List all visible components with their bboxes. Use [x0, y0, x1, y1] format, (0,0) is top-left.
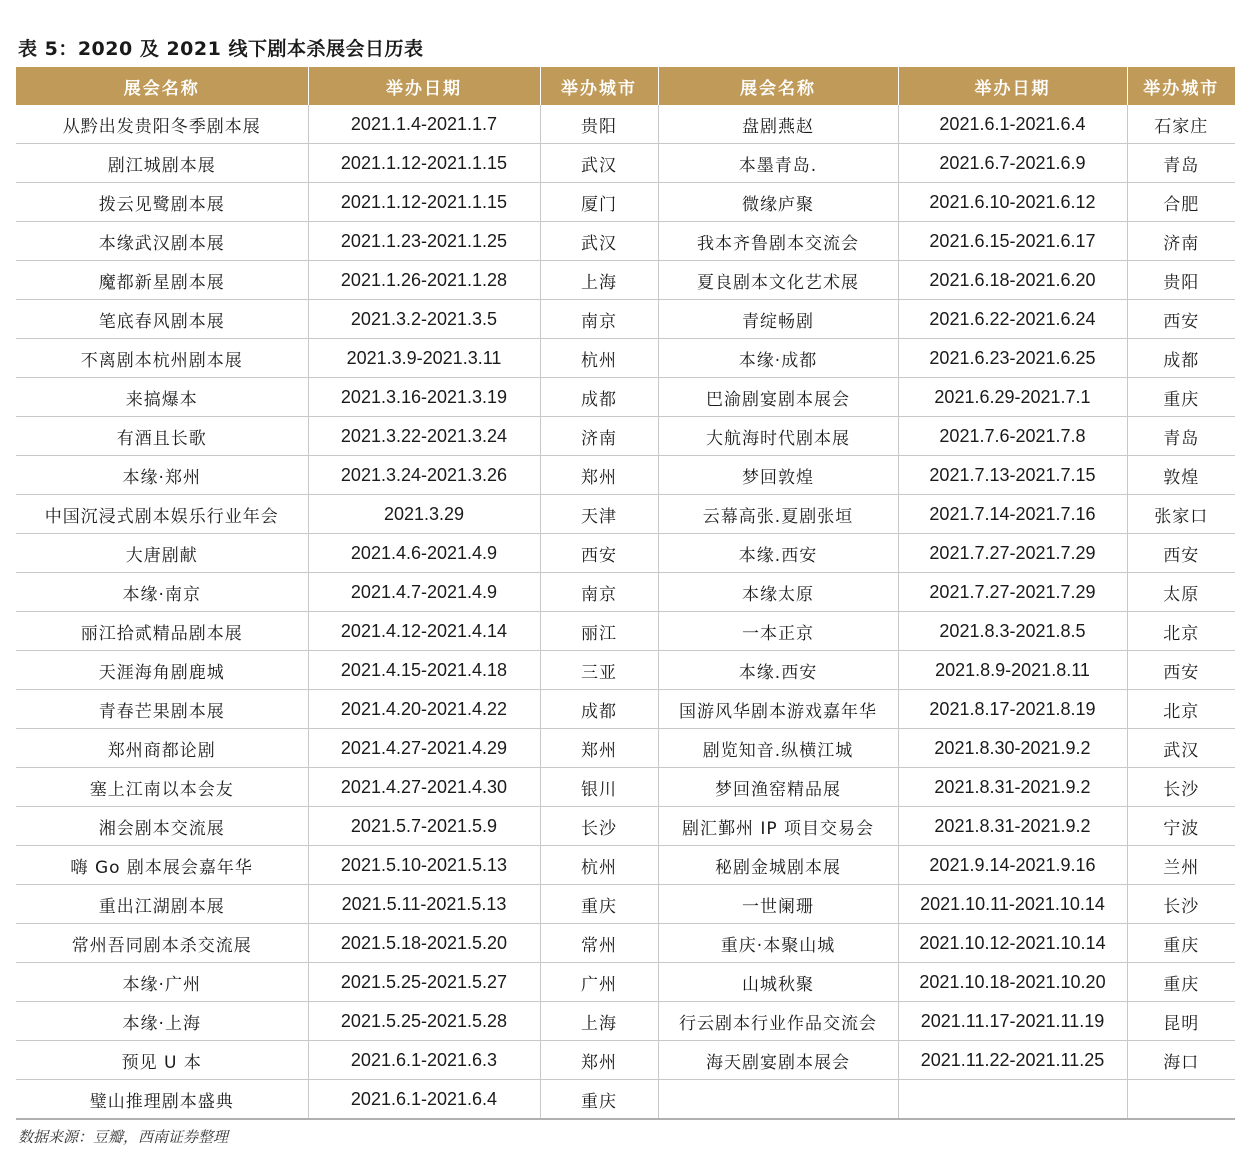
- cell-date: 2021.7.13-2021.7.15: [898, 456, 1127, 495]
- cell-date: 2021.4.27-2021.4.30: [308, 768, 540, 807]
- table-body: [16, 105, 1235, 1119]
- table-row: [16, 690, 1235, 729]
- header-city: 举办城市: [1127, 67, 1235, 105]
- table-row: [16, 1002, 1235, 1041]
- cell-city: 郑州: [540, 1041, 658, 1080]
- cell-date: 2021.6.29-2021.7.1: [898, 378, 1127, 417]
- cell-date: 2021.6.1-2021.6.4: [308, 1080, 540, 1120]
- exhibition-calendar-table: [16, 67, 1235, 1120]
- cell-date: 2021.4.27-2021.4.29: [308, 729, 540, 768]
- cell-exhibition-name: 大航海时代剧本展: [658, 417, 898, 456]
- cell-date: 2021.6.22-2021.6.24: [898, 300, 1127, 339]
- cell-date: 2021.5.7-2021.5.9: [308, 807, 540, 846]
- cell-date: 2021.6.15-2021.6.17: [898, 222, 1127, 261]
- cell-date: 2021.1.26-2021.1.28: [308, 261, 540, 300]
- table-row: [16, 963, 1235, 1002]
- cell-date: 2021.3.22-2021.3.24: [308, 417, 540, 456]
- table-row: [16, 339, 1235, 378]
- cell-city: 长沙: [1127, 768, 1235, 807]
- table-header-row: [16, 67, 1235, 105]
- table-row: [16, 1080, 1235, 1120]
- cell-exhibition-name: 不离剧本杭州剧本展: [16, 339, 308, 378]
- cell-exhibition-name: 云幕高张.夏剧张垣: [658, 495, 898, 534]
- cell-date: 2021.1.12-2021.1.15: [308, 144, 540, 183]
- cell-city: 重庆: [1127, 378, 1235, 417]
- cell-exhibition-name: 本缘·成都: [658, 339, 898, 378]
- cell-date: 2021.8.31-2021.9.2: [898, 807, 1127, 846]
- table-row: [16, 378, 1235, 417]
- cell-exhibition-name: 梦回敦煌: [658, 456, 898, 495]
- cell-date: 2021.6.10-2021.6.12: [898, 183, 1127, 222]
- table-row: [16, 612, 1235, 651]
- cell-exhibition-name: 郑州商都论剧: [16, 729, 308, 768]
- cell-exhibition-name: 本缘太原: [658, 573, 898, 612]
- table-row: [16, 651, 1235, 690]
- table-row: [16, 417, 1235, 456]
- cell-city: 兰州: [1127, 846, 1235, 885]
- cell-city: [1127, 1080, 1235, 1120]
- cell-exhibition-name: 塞上江南以本会友: [16, 768, 308, 807]
- cell-exhibition-name: 常州吾同剧本杀交流展: [16, 924, 308, 963]
- cell-exhibition-name: 笔底春风剧本展: [16, 300, 308, 339]
- cell-date: 2021.9.14-2021.9.16: [898, 846, 1127, 885]
- cell-date: 2021.4.20-2021.4.22: [308, 690, 540, 729]
- cell-exhibition-name: 巴渝剧宴剧本展会: [658, 378, 898, 417]
- cell-date: 2021.3.9-2021.3.11: [308, 339, 540, 378]
- cell-date: 2021.3.2-2021.3.5: [308, 300, 540, 339]
- cell-exhibition-name: 天涯海角剧鹿城: [16, 651, 308, 690]
- cell-city: 张家口: [1127, 495, 1235, 534]
- header-date: 举办日期: [308, 67, 540, 105]
- cell-date: 2021.6.23-2021.6.25: [898, 339, 1127, 378]
- table-row: [16, 300, 1235, 339]
- table-row: [16, 261, 1235, 300]
- cell-exhibition-name: 剧汇鄞州 IP 项目交易会: [658, 807, 898, 846]
- cell-date: 2021.8.3-2021.8.5: [898, 612, 1127, 651]
- cell-city: 杭州: [540, 339, 658, 378]
- cell-city: 上海: [540, 1002, 658, 1041]
- cell-exhibition-name: 我本齐鲁剧本交流会: [658, 222, 898, 261]
- cell-city: 北京: [1127, 612, 1235, 651]
- cell-exhibition-name: 从黔出发贵阳冬季剧本展: [16, 105, 308, 144]
- cell-date: 2021.11.17-2021.11.19: [898, 1002, 1127, 1041]
- cell-exhibition-name: 山城秋聚: [658, 963, 898, 1002]
- cell-exhibition-name: 秘剧金城剧本展: [658, 846, 898, 885]
- cell-exhibition-name: 剧览知音.纵横江城: [658, 729, 898, 768]
- cell-date: [898, 1080, 1127, 1120]
- cell-exhibition-name: 行云剧本行业作品交流会: [658, 1002, 898, 1041]
- cell-exhibition-name: 本缘.西安: [658, 534, 898, 573]
- cell-exhibition-name: 预见 U 本: [16, 1041, 308, 1080]
- cell-city: 海口: [1127, 1041, 1235, 1080]
- cell-city: 上海: [540, 261, 658, 300]
- cell-city: 宁波: [1127, 807, 1235, 846]
- cell-date: 2021.6.18-2021.6.20: [898, 261, 1127, 300]
- cell-date: 2021.3.29: [308, 495, 540, 534]
- table-row: [16, 768, 1235, 807]
- table-title: 表 5：2020 及 2021 线下剧本杀展会日历表: [18, 38, 424, 60]
- table-row: [16, 534, 1235, 573]
- cell-date: 2021.4.15-2021.4.18: [308, 651, 540, 690]
- cell-exhibition-name: 盘剧燕赵: [658, 105, 898, 144]
- cell-city: 郑州: [540, 729, 658, 768]
- cell-city: 石家庄: [1127, 105, 1235, 144]
- table-row: [16, 1041, 1235, 1080]
- cell-city: 西安: [1127, 300, 1235, 339]
- cell-city: 北京: [1127, 690, 1235, 729]
- cell-date: 2021.3.16-2021.3.19: [308, 378, 540, 417]
- header-date: 举办日期: [898, 67, 1127, 105]
- cell-date: 2021.3.24-2021.3.26: [308, 456, 540, 495]
- cell-city: 西安: [1127, 534, 1235, 573]
- cell-date: 2021.10.11-2021.10.14: [898, 885, 1127, 924]
- cell-date: 2021.5.18-2021.5.20: [308, 924, 540, 963]
- cell-exhibition-name: 中国沉浸式剧本娱乐行业年会: [16, 495, 308, 534]
- cell-exhibition-name: 一世阑珊: [658, 885, 898, 924]
- cell-city: 三亚: [540, 651, 658, 690]
- cell-date: 2021.4.6-2021.4.9: [308, 534, 540, 573]
- table-row: [16, 924, 1235, 963]
- header-exhibition-name: 展会名称: [16, 67, 308, 105]
- cell-exhibition-name: 海天剧宴剧本展会: [658, 1041, 898, 1080]
- cell-exhibition-name: 青春芒果剧本展: [16, 690, 308, 729]
- cell-date: 2021.5.25-2021.5.28: [308, 1002, 540, 1041]
- cell-exhibition-name: 嗨 Go 剧本展会嘉年华: [16, 846, 308, 885]
- cell-exhibition-name: 湘会剧本交流展: [16, 807, 308, 846]
- cell-city: 长沙: [540, 807, 658, 846]
- cell-city: 武汉: [540, 222, 658, 261]
- cell-city: 郑州: [540, 456, 658, 495]
- cell-city: 合肥: [1127, 183, 1235, 222]
- cell-exhibition-name: 本缘·郑州: [16, 456, 308, 495]
- cell-date: 2021.6.7-2021.6.9: [898, 144, 1127, 183]
- cell-city: 南京: [540, 573, 658, 612]
- cell-exhibition-name: 本缘·南京: [16, 573, 308, 612]
- cell-exhibition-name: 微缘庐聚: [658, 183, 898, 222]
- cell-city: 武汉: [1127, 729, 1235, 768]
- table-row: [16, 144, 1235, 183]
- data-source-note: 数据来源：豆瓣，西南证券整理: [18, 1128, 229, 1146]
- cell-date: 2021.10.12-2021.10.14: [898, 924, 1127, 963]
- cell-exhibition-name: 国游风华剧本游戏嘉年华: [658, 690, 898, 729]
- cell-exhibition-name: 魔都新星剧本展: [16, 261, 308, 300]
- cell-date: 2021.7.27-2021.7.29: [898, 534, 1127, 573]
- cell-date: 2021.4.7-2021.4.9: [308, 573, 540, 612]
- table-row: [16, 846, 1235, 885]
- cell-city: 杭州: [540, 846, 658, 885]
- cell-exhibition-name: 本缘·广州: [16, 963, 308, 1002]
- cell-date: 2021.5.11-2021.5.13: [308, 885, 540, 924]
- cell-city: 青岛: [1127, 144, 1235, 183]
- cell-city: 重庆: [540, 885, 658, 924]
- cell-city: 青岛: [1127, 417, 1235, 456]
- cell-city: 厦门: [540, 183, 658, 222]
- cell-exhibition-name: 大唐剧献: [16, 534, 308, 573]
- cell-date: 2021.8.9-2021.8.11: [898, 651, 1127, 690]
- cell-city: 常州: [540, 924, 658, 963]
- cell-exhibition-name: 本缘.西安: [658, 651, 898, 690]
- cell-date: 2021.6.1-2021.6.4: [898, 105, 1127, 144]
- cell-date: 2021.6.1-2021.6.3: [308, 1041, 540, 1080]
- cell-exhibition-name: 青绽畅剧: [658, 300, 898, 339]
- cell-date: 2021.7.6-2021.7.8: [898, 417, 1127, 456]
- cell-exhibition-name: 本墨青岛.: [658, 144, 898, 183]
- cell-date: 2021.11.22-2021.11.25: [898, 1041, 1127, 1080]
- cell-date: 2021.1.23-2021.1.25: [308, 222, 540, 261]
- cell-date: 2021.8.30-2021.9.2: [898, 729, 1127, 768]
- cell-city: 长沙: [1127, 885, 1235, 924]
- table-row: [16, 885, 1235, 924]
- cell-exhibition-name: [658, 1080, 898, 1120]
- cell-city: 天津: [540, 495, 658, 534]
- table-row: [16, 183, 1235, 222]
- cell-city: 广州: [540, 963, 658, 1002]
- table-row: [16, 807, 1235, 846]
- cell-exhibition-name: 一本正京: [658, 612, 898, 651]
- cell-date: 2021.1.4-2021.1.7: [308, 105, 540, 144]
- cell-city: 昆明: [1127, 1002, 1235, 1041]
- cell-date: 2021.5.10-2021.5.13: [308, 846, 540, 885]
- cell-exhibition-name: 本缘武汉剧本展: [16, 222, 308, 261]
- cell-exhibition-name: 来搞爆本: [16, 378, 308, 417]
- cell-city: 成都: [540, 378, 658, 417]
- cell-city: 银川: [540, 768, 658, 807]
- cell-exhibition-name: 有酒且长歌: [16, 417, 308, 456]
- table-row: [16, 573, 1235, 612]
- cell-exhibition-name: 丽江拾贰精品剧本展: [16, 612, 308, 651]
- cell-date: 2021.8.31-2021.9.2: [898, 768, 1127, 807]
- cell-city: 南京: [540, 300, 658, 339]
- cell-city: 济南: [540, 417, 658, 456]
- cell-exhibition-name: 本缘·上海: [16, 1002, 308, 1041]
- cell-city: 西安: [540, 534, 658, 573]
- cell-city: 太原: [1127, 573, 1235, 612]
- header-exhibition-name: 展会名称: [658, 67, 898, 105]
- cell-city: 重庆: [540, 1080, 658, 1120]
- cell-city: 贵阳: [540, 105, 658, 144]
- cell-city: 济南: [1127, 222, 1235, 261]
- cell-date: 2021.7.14-2021.7.16: [898, 495, 1127, 534]
- cell-date: 2021.8.17-2021.8.19: [898, 690, 1127, 729]
- table-row: [16, 456, 1235, 495]
- cell-exhibition-name: 拨云见鹭剧本展: [16, 183, 308, 222]
- cell-city: 成都: [540, 690, 658, 729]
- cell-city: 丽江: [540, 612, 658, 651]
- cell-city: 西安: [1127, 651, 1235, 690]
- cell-exhibition-name: 重出江湖剧本展: [16, 885, 308, 924]
- cell-exhibition-name: 重庆·本聚山城: [658, 924, 898, 963]
- cell-city: 贵阳: [1127, 261, 1235, 300]
- cell-city: 重庆: [1127, 963, 1235, 1002]
- cell-city: 成都: [1127, 339, 1235, 378]
- cell-date: 2021.7.27-2021.7.29: [898, 573, 1127, 612]
- table-row: [16, 729, 1235, 768]
- table-row: [16, 495, 1235, 534]
- cell-city: 敦煌: [1127, 456, 1235, 495]
- cell-exhibition-name: 夏良剧本文化艺术展: [658, 261, 898, 300]
- cell-exhibition-name: 梦回渔窑精品展: [658, 768, 898, 807]
- cell-exhibition-name: 剧江城剧本展: [16, 144, 308, 183]
- cell-date: 2021.10.18-2021.10.20: [898, 963, 1127, 1002]
- table-row: [16, 105, 1235, 144]
- cell-city: 重庆: [1127, 924, 1235, 963]
- cell-exhibition-name: 璧山推理剧本盛典: [16, 1080, 308, 1120]
- cell-date: 2021.1.12-2021.1.15: [308, 183, 540, 222]
- cell-city: 武汉: [540, 144, 658, 183]
- table-row: [16, 222, 1235, 261]
- cell-date: 2021.5.25-2021.5.27: [308, 963, 540, 1002]
- cell-date: 2021.4.12-2021.4.14: [308, 612, 540, 651]
- header-city: 举办城市: [540, 67, 658, 105]
